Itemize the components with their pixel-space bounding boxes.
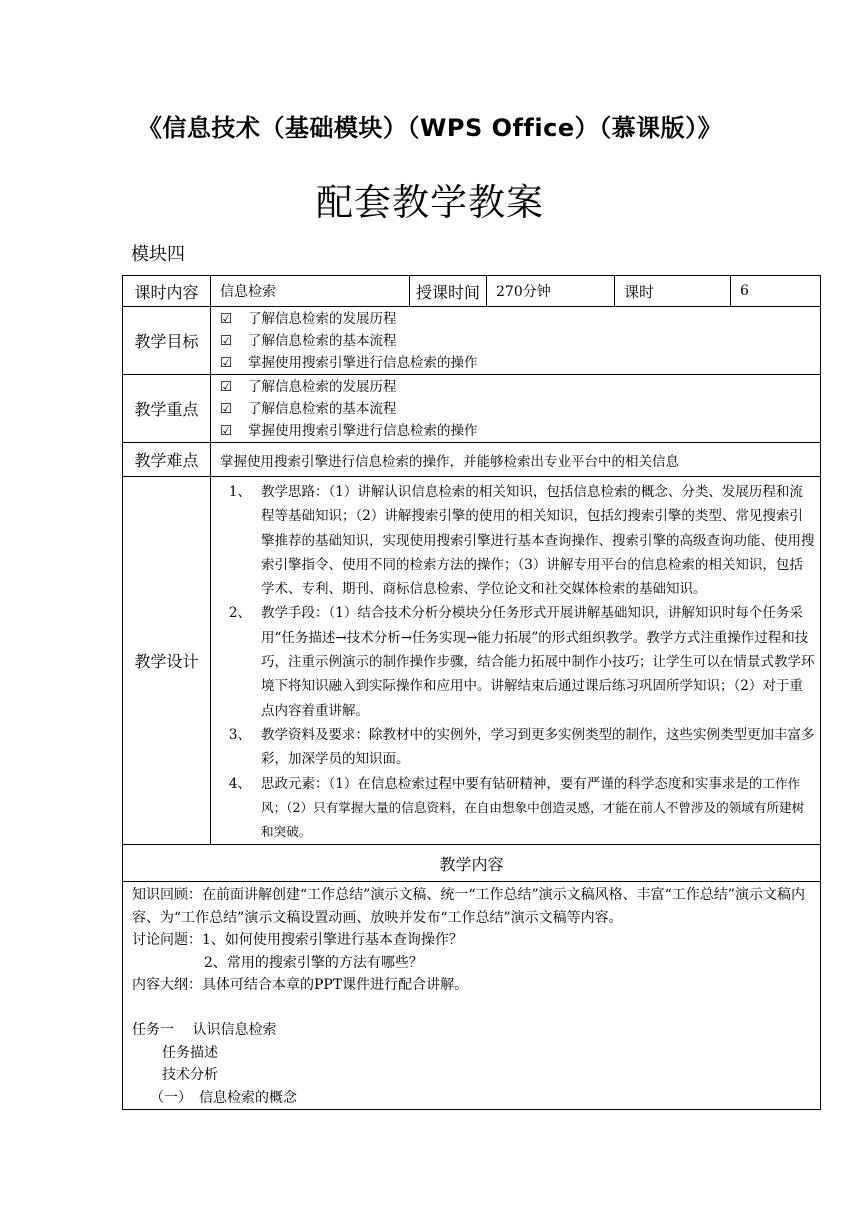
discussion-question-1: 讨论问题：1、如何使用搜索引擎进行基本查询操作？ (132, 932, 463, 949)
list-item: 3、 教学资料及要求：除教材中的实例外，学习到更多实例类型的制作，这些实例类型更加丰富多彩，加深学员的知识面。 (228, 726, 815, 768)
checkbox-checked-icon: ☑ (220, 354, 233, 371)
objectives-row (123, 307, 821, 375)
list-item: 2、 教学手段：（1）结合技术分析分模块分任务形式开展讲解基础知识，讲解知识时每个任务采用“任务描述→技术分析→任务实现→能力拓展”的形式组织教学。教学方式注重操作过程和技巧，注重示例演示的制作操作步骤，结合能力拓展中制作小技巧；让学生可以在情景式教学环境下将知识融入到实际操作和应用中。讲解结束后通过课后练习巩固所学知识；（2）对于重点内容着重讲解。 (228, 605, 815, 719)
list-item: ☑ 掌握使用搜索引擎进行信息检索的操作 (220, 352, 820, 374)
tech-analysis-heading: 技术分析 (162, 1067, 218, 1084)
content-header: 教学内容 (123, 845, 821, 882)
outline-text: 内容大纲：具体可结合本章的PPT课件进行配合讲解。 (132, 977, 469, 994)
list-item: ☑ 掌握使用搜索引擎进行信息检索的操作 (220, 420, 820, 442)
design-label: 教学设计 (123, 477, 211, 845)
task-description-heading: 任务描述 (162, 1044, 218, 1061)
list-item: 4、 思政元素：（1）在信息检索过程中要有钻研精神，要有严谨的科学态度和实事求是的工作作风；（2）只有掌握大量的信息资料，在自由想象中创造灵感，才能在前人不曾涉及的领域有所建树和突破。 (228, 775, 805, 840)
discussion-question-2: 2、常用的搜索引擎的方法有哪些？ (204, 954, 423, 971)
list-item: ☑ 了解信息检索的发展历程 (220, 308, 820, 330)
design-row (123, 477, 821, 845)
section-heading: （一） 信息检索的概念 (150, 1089, 297, 1106)
key-points-row (123, 375, 821, 443)
review-text: 知识回顾：在前面讲解创建“工作总结”演示文稿、统一“工作总结”演示文稿风格、丰富“工作总结”演示文稿内容、为“工作总结”演示文稿设置动画、放映并发布“工作总结”演示文稿等内容。 (132, 887, 805, 926)
checkbox-checked-icon: ☑ (220, 378, 233, 395)
document-title: 配套教学教案 (316, 181, 544, 224)
module-label: 模块四 (131, 244, 185, 265)
lesson-plan-table (122, 275, 821, 1110)
content-value: 信息检索 (211, 276, 410, 307)
content-row (123, 882, 821, 1110)
list-item: ☑ 了解信息检索的基本流程 (220, 330, 820, 352)
difficulty-label: 教学难点 (123, 443, 211, 477)
time-value: 270分钟 (487, 276, 615, 307)
content-header-row (123, 845, 821, 882)
design-content (211, 477, 821, 845)
list-item: ☑ 了解信息检索的发展历程 (220, 376, 820, 398)
time-label: 授课时间 (410, 276, 487, 307)
checkbox-checked-icon: ☑ (220, 400, 233, 417)
content-label: 课时内容 (123, 276, 211, 307)
key-points-list (211, 375, 821, 443)
book-title: 《信息技术（基础模块）（WPS Office）（慕课版）》 (137, 114, 723, 142)
hours-value: 6 (731, 276, 821, 307)
key-points-label: 教学重点 (123, 375, 211, 443)
teaching-content (123, 882, 821, 1110)
difficulty-value: 掌握使用搜索引擎进行信息检索的操作，并能够检索出专业平台中的相关信息 (211, 443, 821, 477)
objectives-list (211, 307, 821, 375)
task-heading: 任务一 认识信息检索 (132, 1022, 277, 1039)
objectives-label: 教学目标 (123, 307, 211, 375)
spacer (132, 997, 816, 1020)
list-item: ☑ 了解信息检索的基本流程 (220, 398, 820, 420)
list-item: 1、 教学思路：（1）讲解认识信息检索的相关知识，包括信息检索的概念、分类、发展历程和流程等基础知识；（2）讲解搜索引擎的使用的相关知识，包括幻搜索引擎的类型、常见搜索引擎推荐的基础知识，实现使用搜索引擎进行基本查询操作、搜索引擎的高级查询功能、使用搜索引擎指令、使用不同的检索方法的操作；（3）讲解专用平台的信息检索的相关知识，包括学术、专利、期刊、商标信息检索、学位论文和社交媒体检索的基础知识。 (228, 484, 815, 598)
hours-label: 课时 (615, 276, 731, 307)
info-row (123, 276, 821, 307)
checkbox-checked-icon: ☑ (220, 310, 233, 327)
difficulty-row (123, 443, 821, 477)
checkbox-checked-icon: ☑ (220, 332, 233, 349)
checkbox-checked-icon: ☑ (220, 422, 233, 439)
